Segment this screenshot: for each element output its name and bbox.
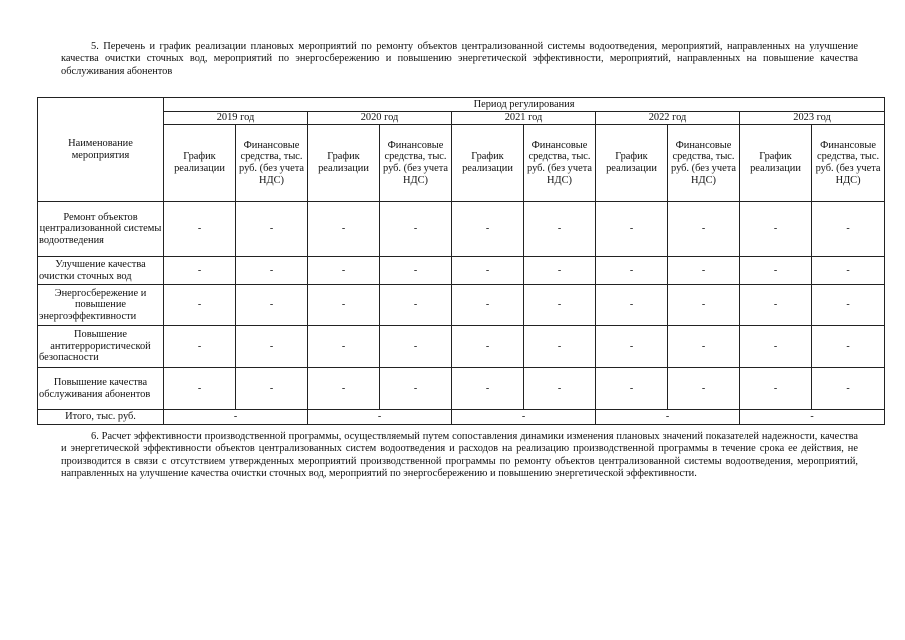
value-cell: - <box>164 326 236 368</box>
value-cell: - <box>164 368 236 410</box>
value-cell: - <box>164 257 236 285</box>
value-cell: - <box>668 257 740 285</box>
value-cell: - <box>380 326 452 368</box>
total-value: - <box>452 410 596 425</box>
value-cell: - <box>524 202 596 257</box>
year-header: 2023 год <box>740 112 885 125</box>
value-cell: - <box>452 285 524 326</box>
finance-subheader: Финансовые средства, тыс. руб. (без учета НДС) <box>236 125 308 202</box>
value-cell: - <box>380 257 452 285</box>
period-header: Период регулирования <box>164 98 885 112</box>
value-cell: - <box>164 285 236 326</box>
value-cell: - <box>524 326 596 368</box>
total-label: Итого, тыс. руб. <box>38 410 164 425</box>
value-cell: - <box>236 368 308 410</box>
schedule-subheader: График реализации <box>596 125 668 202</box>
value-cell: - <box>452 257 524 285</box>
value-cell: - <box>236 326 308 368</box>
value-cell: - <box>596 368 668 410</box>
activity-name: Ремонт объектов централизованной системы водоотведения <box>38 202 164 257</box>
schedule-subheader: График реализации <box>308 125 380 202</box>
table-row <box>38 285 885 326</box>
value-cell: - <box>236 285 308 326</box>
plan-table <box>37 97 885 425</box>
value-cell: - <box>452 368 524 410</box>
value-cell: - <box>740 326 812 368</box>
value-cell: - <box>812 202 885 257</box>
schedule-subheader: График реализации <box>452 125 524 202</box>
year-header: 2020 год <box>308 112 452 125</box>
table-row <box>38 257 885 285</box>
total-value: - <box>596 410 740 425</box>
table-row <box>38 202 885 257</box>
value-cell: - <box>596 326 668 368</box>
total-value: - <box>308 410 452 425</box>
value-cell: - <box>668 202 740 257</box>
activity-name: Повышение качества обслуживания абонентов <box>38 368 164 410</box>
value-cell: - <box>452 202 524 257</box>
value-cell: - <box>164 202 236 257</box>
total-value: - <box>740 410 885 425</box>
schedule-subheader: График реализации <box>740 125 812 202</box>
value-cell: - <box>812 257 885 285</box>
finance-subheader: Финансовые средства, тыс. руб. (без учета НДС) <box>668 125 740 202</box>
year-header: 2019 год <box>164 112 308 125</box>
value-cell: - <box>596 202 668 257</box>
value-cell: - <box>308 257 380 285</box>
value-cell: - <box>308 285 380 326</box>
value-cell: - <box>308 368 380 410</box>
value-cell: - <box>380 368 452 410</box>
finance-subheader: Финансовые средства, тыс. руб. (без учета НДС) <box>524 125 596 202</box>
value-cell: - <box>812 285 885 326</box>
value-cell: - <box>812 368 885 410</box>
schedule-subheader: График реализации <box>164 125 236 202</box>
value-cell: - <box>740 202 812 257</box>
value-cell: - <box>740 257 812 285</box>
value-cell: - <box>740 285 812 326</box>
value-cell: - <box>596 257 668 285</box>
activity-name: Энергосбережение и повышение энергоэффективности <box>38 285 164 326</box>
activity-name: Повышение антитеррористической безопасности <box>38 326 164 368</box>
value-cell: - <box>236 202 308 257</box>
value-cell: - <box>452 326 524 368</box>
table-row <box>38 368 885 410</box>
value-cell: - <box>596 285 668 326</box>
value-cell: - <box>668 368 740 410</box>
value-cell: - <box>380 202 452 257</box>
finance-subheader: Финансовые средства, тыс. руб. (без учета НДС) <box>380 125 452 202</box>
value-cell: - <box>524 368 596 410</box>
total-value: - <box>164 410 308 425</box>
value-cell: - <box>380 285 452 326</box>
name-column-header: Наименование мероприятия <box>38 98 164 202</box>
finance-subheader: Финансовые средства, тыс. руб. (без учета НДС) <box>812 125 885 202</box>
year-header: 2021 год <box>452 112 596 125</box>
value-cell: - <box>668 285 740 326</box>
value-cell: - <box>740 368 812 410</box>
value-cell: - <box>308 326 380 368</box>
value-cell: - <box>236 257 308 285</box>
table-row <box>38 326 885 368</box>
value-cell: - <box>668 326 740 368</box>
total-row <box>38 410 885 425</box>
section-6-paragraph: 6. Расчет эффективности производственной программы, осуществляемый путем сопоставления динамики изменения плановых значений показателей надежности, качества и энергетической эффективности объектов централизованных систем водоотведения и расходов на реализацию производственной программы в течение срока ее действия, не производится в связи с отсутствием утвержденных мероприятий производственной программы по ремонту объектов централизованной системы водоотведения, мероприятий, направленных на улучшение качества очистки сточных вод, мероприятий по энергосбережению и повышению энергетической эффективности. <box>61 431 858 480</box>
value-cell: - <box>308 202 380 257</box>
activity-name: Улучшение качества очистки сточных вод <box>38 257 164 285</box>
value-cell: - <box>524 285 596 326</box>
value-cell: - <box>524 257 596 285</box>
section-5-paragraph: 5. Перечень и график реализации плановых мероприятий по ремонту объектов централизованной системы водоотведения, мероприятий, направленных на улучшение качества очистки сточных вод, мероприятий по энергосбережению и повышению энергетической эффективности, мероприятий, направленных на повышение качества обслуживания абонентов <box>61 41 858 77</box>
value-cell: - <box>812 326 885 368</box>
year-header: 2022 год <box>596 112 740 125</box>
